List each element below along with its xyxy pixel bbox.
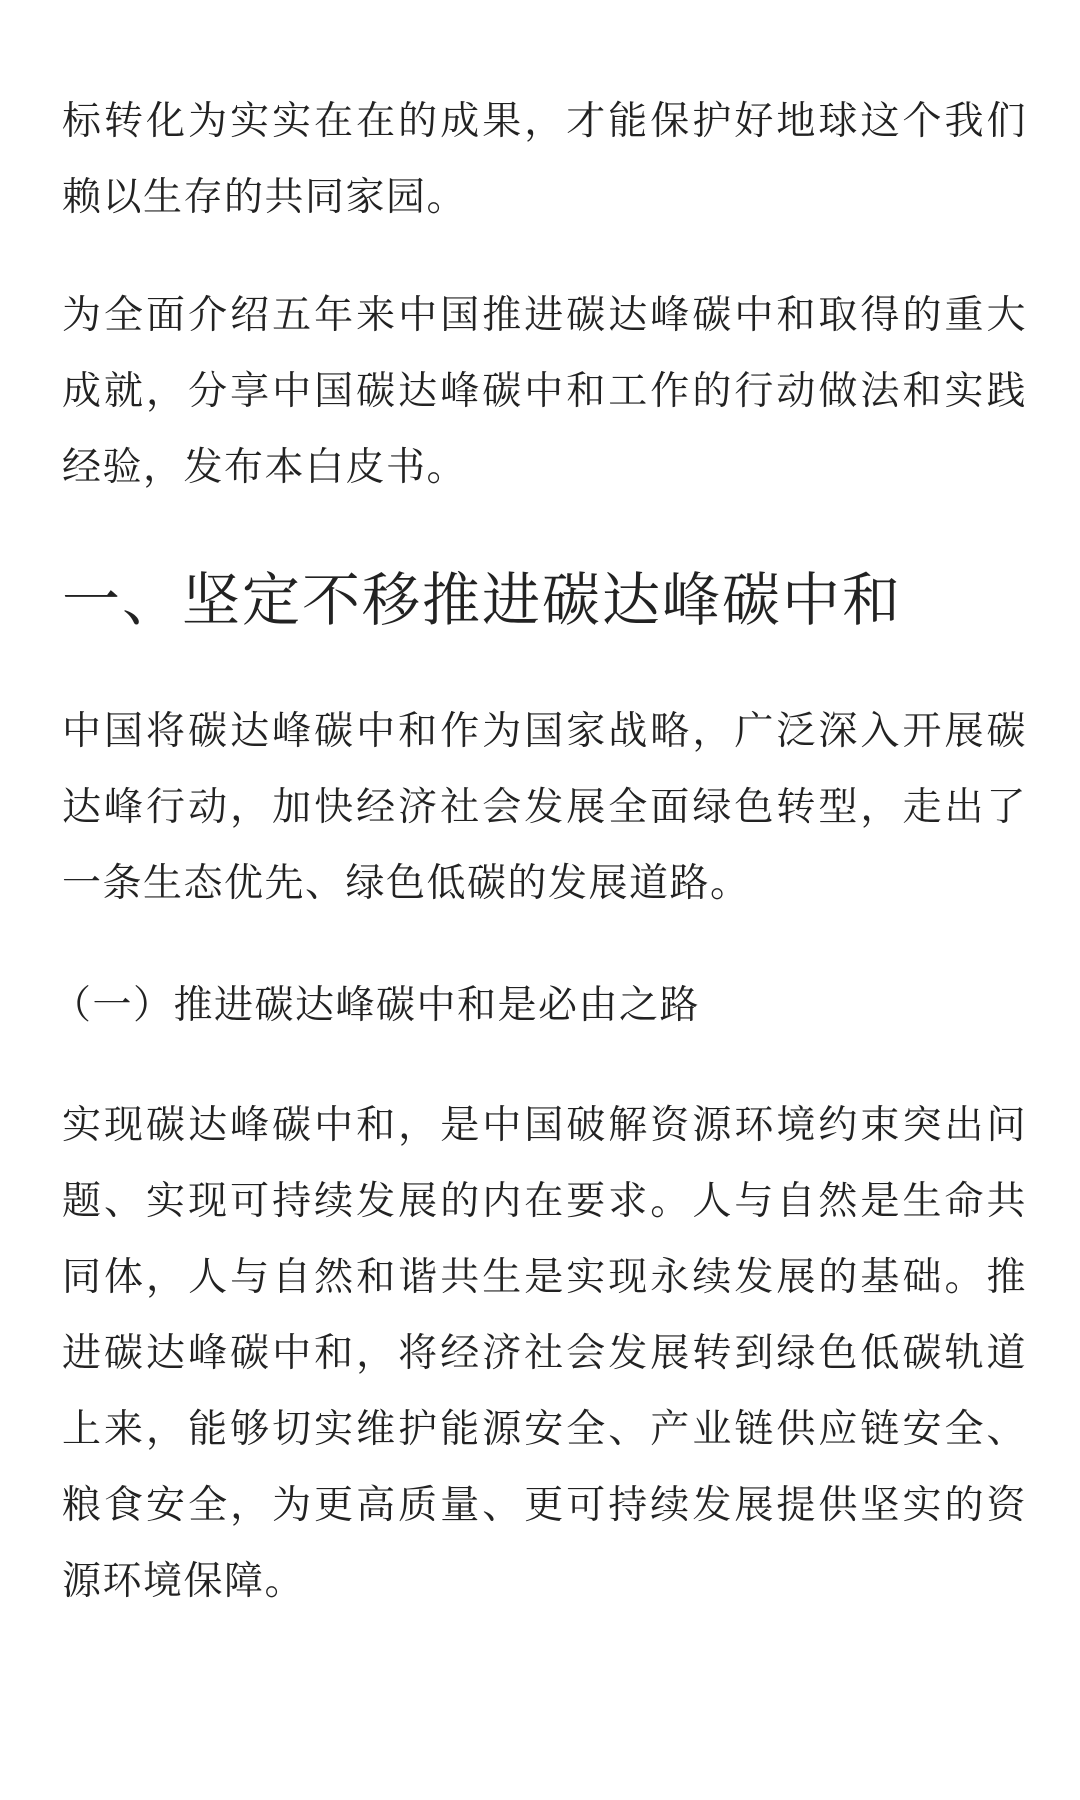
subsection-heading: （一）推进碳达峰碳中和是必由之路 <box>52 983 701 1028</box>
section-heading: 一、坚定不移推进碳达峰碳中和 <box>62 566 903 634</box>
article-paragraph: 为全面介绍五年来中国推进碳达峰碳中和取得的重大成就，分享中国碳达峰碳中和工作的行动做法和实践经验，发布本白皮书。 <box>62 293 1027 490</box>
article-body <box>52 84 1027 1620</box>
section-intro-paragraph: 中国将碳达峰碳中和作为国家战略，广泛深入开展碳达峰行动，加快经济社会发展全面绿色转型，走出了一条生态优先、绿色低碳的发展道路。 <box>62 709 1027 906</box>
subsection-body-paragraph: 实现碳达峰碳中和，是中国破解资源环境约束突出问题、实现可持续发展的内在要求。人与自然是生命共同体，人与自然和谐共生是实现永续发展的基础。推进碳达峰碳中和，将经济社会发展转到绿色低碳轨道上来，能够切实维护能源安全、产业链供应链安全、粮食安全，为更高质量、更可持续发展提供坚实的资源环境保障。 <box>62 1103 1027 1604</box>
article-paragraph: 标转化为实实在在的成果，才能保护好地球这个我们赖以生存的共同家园。 <box>62 99 1027 220</box>
